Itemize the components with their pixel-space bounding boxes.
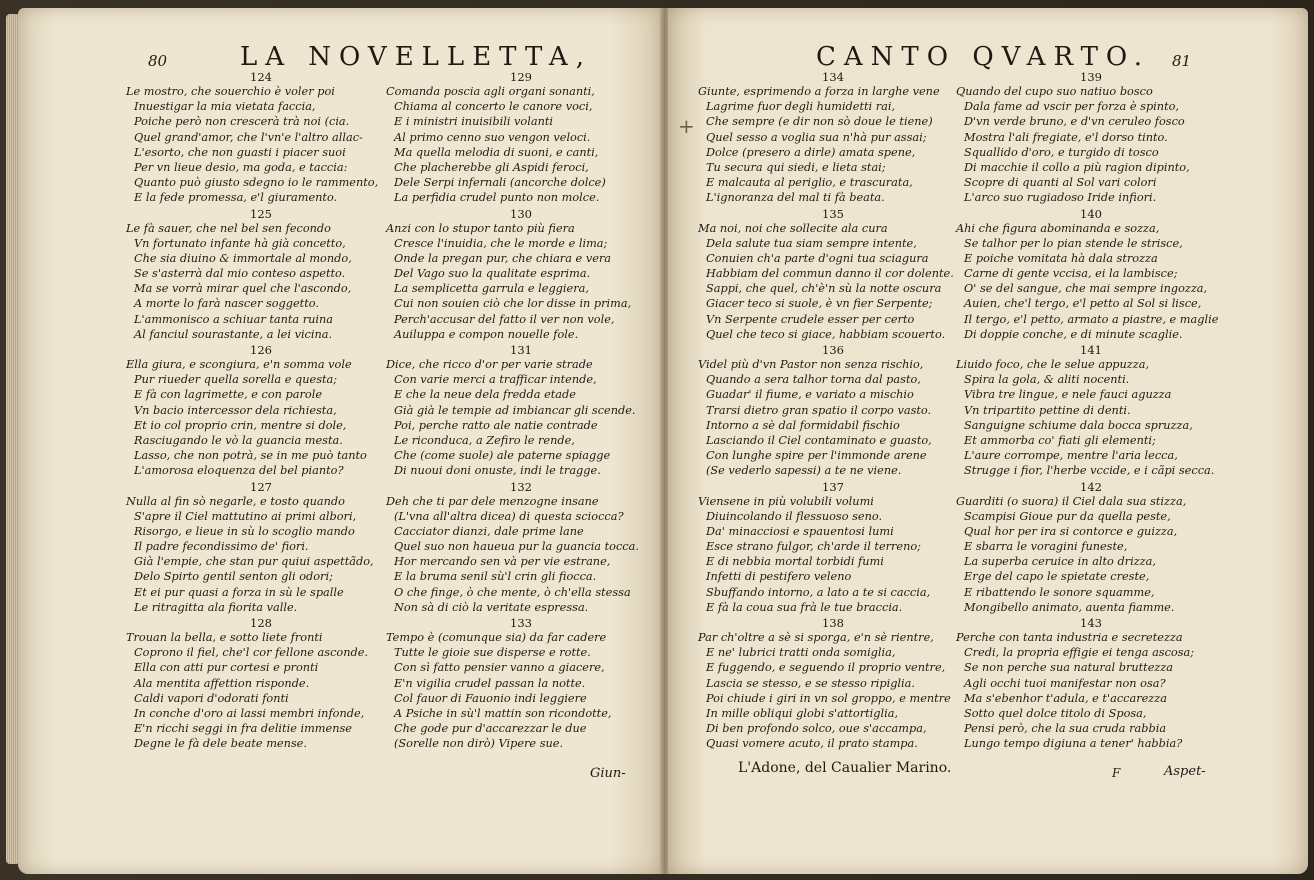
verse-line: Lascia se stesso, e se stesso ripiglia.: [706, 676, 915, 690]
verse-line: Hor mercando sen và per vie estrane,: [394, 555, 611, 569]
verse-line: Quanto può giusto sdegno io le rammento,: [134, 176, 379, 190]
verse-line: Del Vago suo la qualitate esprima.: [394, 267, 591, 281]
verse-line: Quel sesso a voglia sua n'hà pur assai;: [706, 130, 927, 144]
left-page: [18, 8, 662, 874]
verse-line: A morte lo farà nascer soggetto.: [134, 297, 319, 311]
stanza-number: 126: [250, 343, 272, 357]
verse-line: Spira la gola, & aliti nocenti.: [964, 373, 1130, 387]
stanza: [386, 616, 636, 752]
verse-line: Che gode pur d'accarezzar le due: [394, 722, 587, 736]
left-header: [18, 34, 662, 74]
verse-line: Tu secura qui siedi, e lieta stai;: [706, 160, 886, 174]
stanza-number: 143: [1080, 616, 1102, 630]
verse-line: Scampisi Gioue pur da quella peste,: [964, 509, 1171, 523]
verse-line: E malcauta al periglio, e trascurata,: [706, 176, 913, 190]
left-column-1: [126, 70, 379, 753]
verse-line: Par ch'oltre a sè si sporga, e'n sè rientre,: [698, 631, 934, 644]
verse-line: Se s'asterrà dal mio conteso aspetto.: [134, 267, 346, 281]
stanza: [698, 206, 954, 343]
verse-line: Poi, perche ratto ale natie contrade: [394, 418, 598, 432]
verse-line: E ne' lubrici tratti onda somiglia,: [706, 646, 896, 660]
verse-line: A Psiche in sù'l mattin son ricondotte,: [394, 706, 612, 720]
verse-line: Carne di gente vccisa, ei la lambisce;: [964, 267, 1178, 281]
verse-line: Liuido foco, che le selue appuzza,: [956, 358, 1150, 371]
verse-line: Poi chiude i giri in vn sol groppo, e mentre: [706, 691, 951, 705]
verse-line: Di ben profondo solco, oue s'accampa,: [706, 722, 927, 736]
verse-line: La semplicetta garrula e leggiera,: [394, 282, 589, 296]
verse-line: Per vn lieue desio, ma goda, e taccia:: [134, 160, 348, 174]
verse-line: E i ministri inuisibili volanti: [394, 115, 554, 129]
verse-line: Le riconduca, a Zefiro le rende,: [394, 433, 575, 447]
verse-line: Trouan la bella, e sotto liete fronti: [126, 631, 323, 644]
verse-line: Sbuffando intorno, a lato a te si caccia,: [706, 585, 931, 599]
verse-line: Il tergo, e'l petto, armato a piastre, e maglie: [964, 312, 1219, 326]
verse-line: (L'vna all'altra dicea) di questa sciocca?: [394, 509, 624, 523]
verse-line: Le ritragitta ala fiorita valle.: [134, 600, 298, 614]
stanza-number: 131: [510, 343, 532, 357]
verse-line: Il padre fecondissimo de' fiori.: [134, 540, 309, 554]
verse-line: Già l'empie, che stan pur quiui aspettãdo,: [134, 555, 374, 569]
verse-line: Agli occhi tuoi manifestar non osa?: [964, 676, 1166, 690]
verse-line: Conuien ch'a parte d'ogni tua sciagura: [706, 251, 929, 265]
verse-line: Perch'accusar del fatto il ver non vole,: [394, 312, 615, 326]
left-catchword: Giun-: [590, 766, 626, 781]
verse-line: Videl più d'vn Pastor non senza rischio,: [698, 358, 924, 371]
verse-line: Se talhor per lo pian stende le strisce,: [964, 236, 1183, 250]
verse-line: Comanda poscia agli organi sonanti,: [386, 85, 595, 98]
verse-line: Vn tripartito pettine di denti.: [964, 403, 1131, 417]
verse-line: Degne le fà dele beate mense.: [134, 737, 307, 751]
verse-line: Et io col proprio crin, mentre si dole,: [134, 418, 347, 432]
verse-line: Le mostro, che souerchio è voler poi: [126, 85, 335, 98]
verse-line: Lungo tempo digiuna a tener' habbia?: [964, 737, 1183, 751]
left-column-2: [386, 70, 639, 753]
verse-line: Onde la pregan pur, che chiara e vera: [394, 251, 612, 265]
verse-line: Vibra tre lingue, e nele fauci aguzza: [964, 388, 1172, 402]
verse-line: E fà con lagrimette, e con parole: [134, 388, 323, 402]
stanza: [956, 480, 1206, 616]
stanza-number: 140: [1080, 206, 1102, 221]
verse-line: Deh che ti par dele menzogne insane: [386, 494, 599, 508]
stanza-number: 128: [250, 616, 272, 630]
stanza: [698, 616, 951, 752]
verse-line: La perfidia crudel punto non molce.: [394, 191, 600, 205]
verse-line: Quel grand'amor, che l'vn'e l'altro allac-: [134, 130, 363, 144]
verse-line: Mongibello animato, auenta fiamme.: [964, 600, 1175, 614]
verse-line: Non sà di ciò la veritate espressa.: [394, 600, 589, 614]
stanza-number: 137: [822, 479, 844, 494]
verse-line: Se non perche sua natural bruttezza: [964, 661, 1174, 675]
verse-line: Mostra l'ali fregiate, e'l dorso tinto.: [964, 130, 1168, 144]
signature-mark: F: [1112, 766, 1121, 780]
verse-line: Squallido d'oro, e turgido di tosco: [964, 145, 1159, 159]
verse-line: Giacer teco si suole, è vn fier Serpente;: [706, 297, 933, 311]
stanza: [126, 616, 376, 752]
verse-line: E'n ricchi seggi in fra delitie immense: [134, 722, 352, 736]
right-running-head: CANTO QVARTO.: [816, 42, 1150, 72]
verse-line: L'esorto, che non guasti i piacer suoi: [134, 145, 346, 159]
verse-line: E che la neue dela fredda etade: [394, 388, 576, 402]
verse-line: L'amorosa eloquenza del bel pianto?: [134, 464, 344, 478]
stanza: [386, 207, 636, 343]
margin-cross-mark: +: [678, 114, 695, 138]
stanza-number: 134: [822, 70, 844, 84]
stanza-number: 124: [250, 70, 272, 84]
verse-line: Sappi, che quel, ch'è'n sù la notte oscura: [706, 282, 942, 296]
stanza: [956, 343, 1215, 479]
verse-line: Quel suo non haueua pur la guancia tocca.: [394, 540, 639, 554]
verse-line: E poiche vomitata hà dala strozza: [964, 251, 1158, 265]
verse-line: Dela salute tua siam sempre intente,: [706, 236, 917, 250]
verse-line: Guarditi (o suora) il Ciel dala sua stizza,: [956, 494, 1187, 508]
right-column-2: [956, 70, 1219, 753]
stanza: [126, 343, 376, 479]
verse-line: Quando del cupo suo natiuo bosco: [956, 85, 1153, 98]
verse-line: Cresce l'inuidia, che le morde e lima;: [394, 236, 608, 250]
verse-line: Pur riueder quella sorella e questa;: [134, 373, 338, 387]
left-running-head: LA NOVELLETTA,: [240, 42, 592, 72]
verse-line: E fà la coua sua frà le tue braccia.: [706, 600, 903, 614]
verse-line: Ma noi, noi che sollecite ala cura: [698, 221, 888, 235]
verse-line: Diuincolando il flessuoso seno.: [706, 509, 883, 523]
verse-line: Esce strano fulgor, ch'arde il terreno;: [706, 540, 921, 554]
verse-line: Nulla al fin sò negarle, e tosto quando: [126, 494, 345, 508]
verse-line: Trarsi dietro gran spatio il corpo vasto.: [706, 403, 932, 417]
verse-line: Lasso, che non potrà, se in me può tanto: [134, 449, 367, 463]
verse-line: E'n vigilia crudel passan la notte.: [394, 676, 586, 690]
verse-line: Le fà sauer, che nel bel sen fecondo: [126, 221, 331, 235]
verse-line: In mille obliqui globi s'attortiglia,: [706, 706, 899, 720]
verse-line: Scopre di quanti al Sol vari colori: [964, 176, 1157, 190]
stanza: [956, 70, 1206, 206]
verse-line: Dele Serpi infernali (ancorche dolce): [394, 176, 606, 190]
verse-line: Giunte, esprimendo a forza in larghe vene: [698, 85, 940, 98]
verse-line: Che sia diuino & immortale al mondo,: [134, 251, 352, 265]
verse-line: Da' minacciosi e spauentosi lumi: [706, 524, 894, 538]
verse-line: Pensi però, che la sua cruda rabbia: [964, 722, 1167, 736]
stanza: [698, 70, 948, 206]
verse-line: Qual hor per ira si contorce e guizza,: [964, 524, 1178, 538]
stanza: [126, 70, 379, 206]
verse-line: Sanguigne schiume dala bocca spruzza,: [964, 418, 1193, 432]
verse-line: Che placherebbe gli Aspidi feroci,: [394, 160, 589, 174]
verse-line: Che (come suole) ale paterne spiagge: [394, 449, 611, 463]
stanza: [698, 480, 948, 616]
verse-line: In conche d'oro ai lassi membri infonde,: [134, 706, 365, 720]
verse-line: Infetti di pestifero veleno: [706, 570, 852, 584]
verse-line: Vn Serpente crudele esser per certo: [706, 312, 915, 326]
right-header: [668, 34, 1308, 74]
verse-line: Ella con atti pur cortesi e pronti: [134, 661, 319, 675]
stanza-number: 142: [1080, 479, 1102, 494]
verse-line: E la fede promessa, e'l giuramento.: [134, 191, 338, 205]
stanza: [386, 70, 636, 206]
verse-line: Cui non souien ciò che lor disse in prima,: [394, 297, 632, 311]
verse-line: Anzi con lo stupor tanto più fiera: [386, 221, 575, 235]
verse-line: Dala fame ad vscir per forza è spinto,: [964, 100, 1179, 114]
stanza-number: 132: [510, 479, 532, 494]
verse-line: Et ei pur quasi a forza in sù le spalle: [134, 585, 344, 599]
verse-line: Già già le tempie ad imbiancar gli scende.: [394, 403, 636, 417]
verse-line: Dolce (presero a dirle) amata spene,: [706, 145, 916, 159]
verse-line: Quasi vomere acuto, il prato stampa.: [706, 737, 918, 751]
verse-line: Coprono il fiel, che'l cor fellone asconde.: [134, 646, 368, 660]
stanza: [126, 480, 376, 616]
left-page-number: 80: [148, 52, 168, 70]
verse-line: Inuestigar la mia vietata faccia,: [134, 100, 316, 114]
stanza-number: 135: [822, 206, 844, 221]
stanza-number: 125: [250, 206, 272, 221]
stanza: [956, 206, 1219, 343]
verse-line: E ribattendo le sonore squamme,: [964, 585, 1155, 599]
right-page-number: 81: [1172, 52, 1192, 70]
verse-line: E sbarra le voragini funeste,: [964, 540, 1128, 554]
verse-line: Delo Spirto gentil senton gli odori;: [134, 570, 333, 584]
verse-line: Auien, che'l tergo, e'l petto al Sol si lisce,: [964, 297, 1202, 311]
verse-line: Ella giura, e scongiura, e'n somma vole: [126, 358, 352, 371]
right-page: [668, 8, 1308, 874]
verse-line: Al primo cenno suo vengon veloci.: [394, 130, 591, 144]
verse-line: Perche con tanta industria e secretezza: [956, 631, 1183, 644]
verse-line: Dice, che ricco d'or per varie strade: [386, 358, 593, 371]
verse-line: L'aure corrompe, mentre l'aria lecca,: [964, 449, 1178, 463]
verse-line: O che finge, ò che mente, ò ch'ella stessa: [394, 585, 631, 599]
verse-line: Di macchie il collo a più ragion dipinto,: [964, 160, 1190, 174]
verse-line: Che sempre (e dir non sò doue le tiene): [706, 115, 933, 129]
verse-line: Tutte le gioie sue disperse e rotte.: [394, 646, 591, 660]
verse-line: Poiche però non crescerà trà noi (cia.: [134, 115, 350, 129]
verse-line: Erge del capo le spietate creste,: [964, 570, 1150, 584]
right-column-1: [698, 70, 954, 753]
verse-line: E la bruma senil sù'l crin gli fiocca.: [394, 570, 597, 584]
verse-line: Ma se vorrà mirar quel che l'ascondo,: [134, 282, 352, 296]
stanza-number: 130: [510, 206, 532, 221]
verse-line: Con varie merci a trafficar intende,: [394, 373, 597, 387]
verse-line: Habbiam del commun danno il cor dolente.: [706, 267, 954, 281]
stanza-number: 136: [822, 343, 844, 357]
verse-line: Auiluppa e compon nouelle fole.: [394, 327, 579, 341]
verse-line: S'apre il Ciel mattutino ai primi albori,: [134, 509, 357, 523]
verse-line: Ala mentita affettion risponde.: [134, 676, 310, 690]
right-footer-title: L'Adone, del Caualier Marino.: [738, 760, 952, 776]
verse-line: Tempo è (comunque sia) da far cadere: [386, 631, 607, 644]
right-catchword: Aspet-: [1164, 764, 1206, 779]
verse-line: Al fanciul sourastante, a lei vicina.: [134, 327, 333, 341]
stanza-number: 133: [510, 616, 532, 630]
stanza-number: 141: [1080, 343, 1102, 357]
verse-line: Sotto quel dolce titolo di Sposa,: [964, 706, 1147, 720]
verse-line: Rasciugando le vò la guancia mesta.: [134, 433, 343, 447]
verse-line: Con lunghe spire per l'immonde arene: [706, 449, 927, 463]
verse-line: Vn bacio intercessor dela richiesta,: [134, 403, 337, 417]
verse-line: Risorgo, e lieue in sù lo scoglio mando: [134, 524, 355, 538]
stanza: [386, 343, 636, 479]
verse-line: (Se vederlo sapessi) a te ne viene.: [706, 464, 902, 478]
verse-line: Strugge i fior, l'herbe vccide, e i cãpi secca.: [964, 464, 1215, 478]
stanza: [956, 616, 1206, 752]
verse-line: Ma s'ebenhor t'adula, e t'accarezza: [964, 691, 1167, 705]
verse-line: La superba ceruice in alto drizza,: [964, 555, 1156, 569]
verse-line: O' se del sangue, che mai sempre ingozza,: [964, 282, 1208, 296]
stanza: [386, 479, 639, 616]
verse-line: E fuggendo, e seguendo il proprio ventre,: [706, 661, 946, 675]
verse-line: Col fauor di Fauonio indi leggiere: [394, 691, 587, 705]
stanza-number: 139: [1080, 70, 1102, 84]
verse-line: L'ammonisco a schiuar tanta ruina: [134, 312, 334, 326]
verse-line: Caldi vapori d'odorati fonti: [134, 691, 289, 705]
verse-line: E di nebbia mortal torbidi fumi: [706, 555, 884, 569]
verse-line: (Sorelle non dirò) Vipere sue.: [394, 737, 564, 751]
verse-line: Guadar' il fiume, e variato a mischio: [706, 388, 914, 402]
verse-line: L'arco suo rugiadoso Iride infiori.: [964, 191, 1157, 205]
verse-line: Ahi che figura abominanda e sozza,: [956, 221, 1160, 235]
verse-line: Ma quella melodia di suoni, e canti,: [394, 145, 599, 159]
verse-line: Lasciando il Ciel contaminato e guasto,: [706, 433, 932, 447]
verse-line: Quel che teco si giace, habbiam scouerto.: [706, 327, 946, 341]
verse-line: Et ammorba co' fiati gli elementi;: [964, 433, 1156, 447]
verse-line: Viensene in più volubili volumi: [698, 494, 874, 508]
stanza-number: 138: [822, 616, 844, 630]
verse-line: Lagrime fuor degli humidetti rai,: [706, 100, 896, 114]
verse-line: Vn fortunato infante hà già concetto,: [134, 236, 346, 250]
verse-line: Cacciator dianzi, dale prime lane: [394, 524, 584, 538]
verse-line: Credi, la propria effigie ei tenga ascosa;: [964, 646, 1195, 660]
verse-line: D'vn verde bruno, e d'vn ceruleo fosco: [964, 115, 1185, 129]
stanza-number: 129: [510, 70, 532, 84]
verse-line: Con sì fatto pensier vanno a giacere,: [394, 661, 605, 675]
verse-line: Di nuoui doni onuste, indi le tragge.: [394, 464, 601, 478]
verse-line: Di doppie conche, e di minute scaglie.: [964, 327, 1183, 341]
verse-line: Chiama al concerto le canore voci,: [394, 100, 593, 114]
verse-line: Quando a sera talhor torna dal pasto,: [706, 373, 921, 387]
verse-line: L'ignoranza del mal ti fà beata.: [706, 191, 885, 205]
stanza: [698, 343, 948, 479]
stanza: [126, 207, 376, 343]
stanza-number: 127: [250, 479, 272, 494]
verse-line: Intorno a sè dal formidabil fischio: [706, 418, 900, 432]
